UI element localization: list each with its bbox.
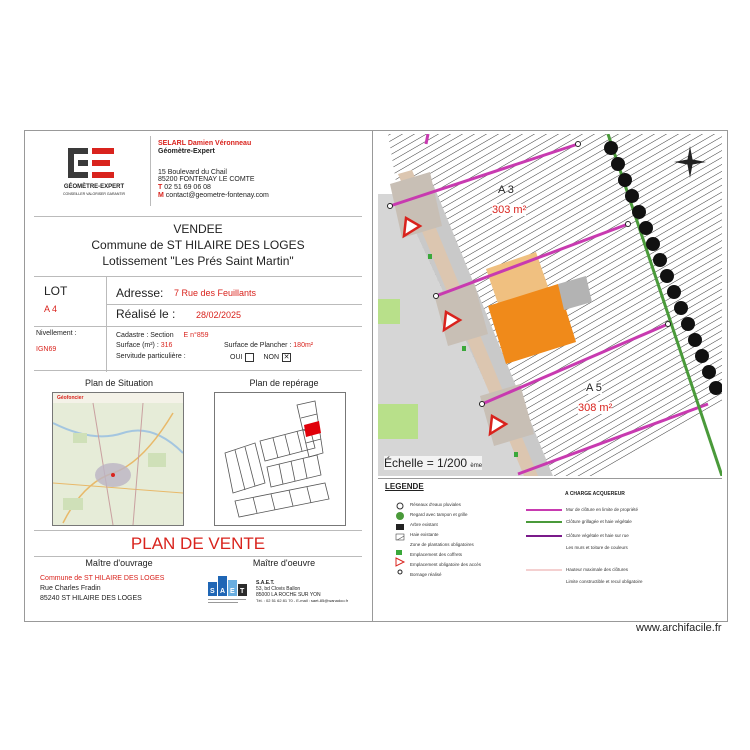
legend-right-item-3: Les murs et toiture de couleurs <box>566 545 628 550</box>
plan-situation-title: Plan de Situation <box>84 378 154 388</box>
nivellement-label: Nivellement : <box>36 330 77 337</box>
cadastre-value: E n°859 <box>183 332 209 339</box>
company-email: contact@geometre-fontenay.com <box>165 192 269 199</box>
svg-text:S: S <box>210 588 215 595</box>
lotissement: Lotissement "Les Prés Saint Martin" <box>102 254 294 268</box>
legend-item-3: Haie existante <box>410 532 439 537</box>
company-address-2: 85200 FONTENAY LE COMTE <box>158 176 255 183</box>
lot-map <box>378 134 722 476</box>
company-name: SELARL Damien Véronneau <box>158 140 252 147</box>
echelle-label: Échelle = <box>384 456 438 470</box>
legend-item-4: Zone de plantations obligatoires <box>410 542 474 547</box>
plan-de-vente-title: PLAN DE VENTE <box>130 534 266 553</box>
saet-addr-2: 85000 LA ROCHE SUR YON <box>256 592 321 598</box>
lot-label: LOT <box>44 284 68 298</box>
legende-title: LEGENDE <box>385 482 424 491</box>
non-label: NON <box>263 353 280 361</box>
realise-value: 28/02/2025 <box>196 310 242 320</box>
situation-map <box>52 392 184 526</box>
legend-right-item-5: Limite constructible et recul obligatoire <box>566 579 643 584</box>
plan-reperage-title: Plan de repérage <box>249 378 319 388</box>
logo-word: GÉOMÈTRE-EXPERT <box>63 184 125 190</box>
legend-line-symbols <box>526 506 562 601</box>
legend-item-6: Emplacement obligatoire des accès <box>410 562 482 567</box>
company-role: Géomètre-Expert <box>158 148 215 155</box>
legend-item-5: Emplacement des coffrets <box>410 552 462 557</box>
mail-label: M <box>158 192 164 199</box>
cartouche-panel <box>34 134 362 614</box>
dept: VENDEE <box>173 222 223 236</box>
adresse-label: Adresse: <box>116 286 164 300</box>
ouvrage-line-2: Rue Charles Fradin <box>40 585 101 592</box>
surface-label: Surface (m²) : <box>116 342 159 349</box>
oui-checkbox[interactable] <box>245 353 254 362</box>
plancher-value: 180m² <box>293 342 314 349</box>
lot-a5-label: A 5 <box>586 382 602 394</box>
realise-label: Réalisé le : <box>116 307 176 321</box>
lot-a3-label: A 3 <box>498 184 514 196</box>
legend-right-item-0: Mur de clôture en limite de propriété <box>566 507 639 512</box>
watermark: www.archifacile.fr <box>636 622 722 634</box>
legend-right-item-2: Clôture végétale et haie sur rue <box>566 533 629 538</box>
ouvrage-line-3: 85240 ST HILAIRE DES LOGES <box>40 595 142 602</box>
logo-sub: CONSEILLER VALORISER GARANTIR <box>63 192 125 196</box>
legend-item-1: Regard avec tampon et grille <box>410 512 468 517</box>
saet-addr-1: 53, bd Clovis Ballon <box>256 586 301 592</box>
legend-right-item-1: Clôture grillagée et haie végétale <box>566 519 632 524</box>
maitre-ouvrage-label: Maître d'ouvrage <box>85 558 153 568</box>
lot-a5-area: 308 m² <box>578 402 613 414</box>
maitre-oeuvre-label: Maître d'oeuvre <box>252 558 316 568</box>
oui-label: OUI <box>230 353 243 361</box>
echelle-suffix: ème <box>470 463 483 469</box>
legend-symbols <box>394 500 406 590</box>
surface-value: 316 <box>160 342 173 349</box>
servitude-label: Servitude particulière : <box>116 353 186 360</box>
legend-item-7: Bornage réalisé <box>410 572 442 577</box>
commune: Commune de ST HILAIRE DES LOGES <box>91 238 305 252</box>
saet-contact: Tél. : 02 51 62 81 70 - E-mail : saet-85@wanadoo.fr <box>256 598 349 603</box>
legend-item-2: Arbre existant <box>410 522 438 527</box>
geofoncier-label: Géofoncier <box>57 395 84 401</box>
nivellement-value: IGN69 <box>36 346 57 353</box>
ouvrage-line-1: Commune de ST HILAIRE DES LOGES <box>40 575 165 582</box>
legend-item-0: Réseaux d'eaux pluviales <box>410 502 461 507</box>
cadastre-label: Cadastre : Section <box>116 332 174 339</box>
plancher-label: Surface de Plancher : <box>224 342 292 349</box>
svg-text:A: A <box>220 588 226 595</box>
phone-label: T <box>158 184 163 191</box>
svg-text:E: E <box>230 588 235 595</box>
non-checkbox-checked[interactable]: ✕ <box>283 354 290 361</box>
lot-value: A 4 <box>44 304 58 314</box>
company-address-1: 15 Boulevard du Chail <box>158 169 227 176</box>
legend-right-item-4: Hauteur maximale des clôtures <box>566 567 629 572</box>
saet-logo <box>206 572 252 610</box>
adresse-value: 7 Rue des Feuillants <box>174 288 257 298</box>
legende-right-title: A CHARGE ACQUEREUR <box>565 491 625 497</box>
svg-text:T: T <box>240 588 245 595</box>
reperage-map <box>214 392 346 526</box>
echelle-value: 1/200 <box>437 456 468 470</box>
lot-a3-area: 303 m² <box>492 204 527 216</box>
company-phone: 02 51 69 06 08 <box>164 184 211 191</box>
saet-name: S.A.E.T. <box>256 580 275 586</box>
